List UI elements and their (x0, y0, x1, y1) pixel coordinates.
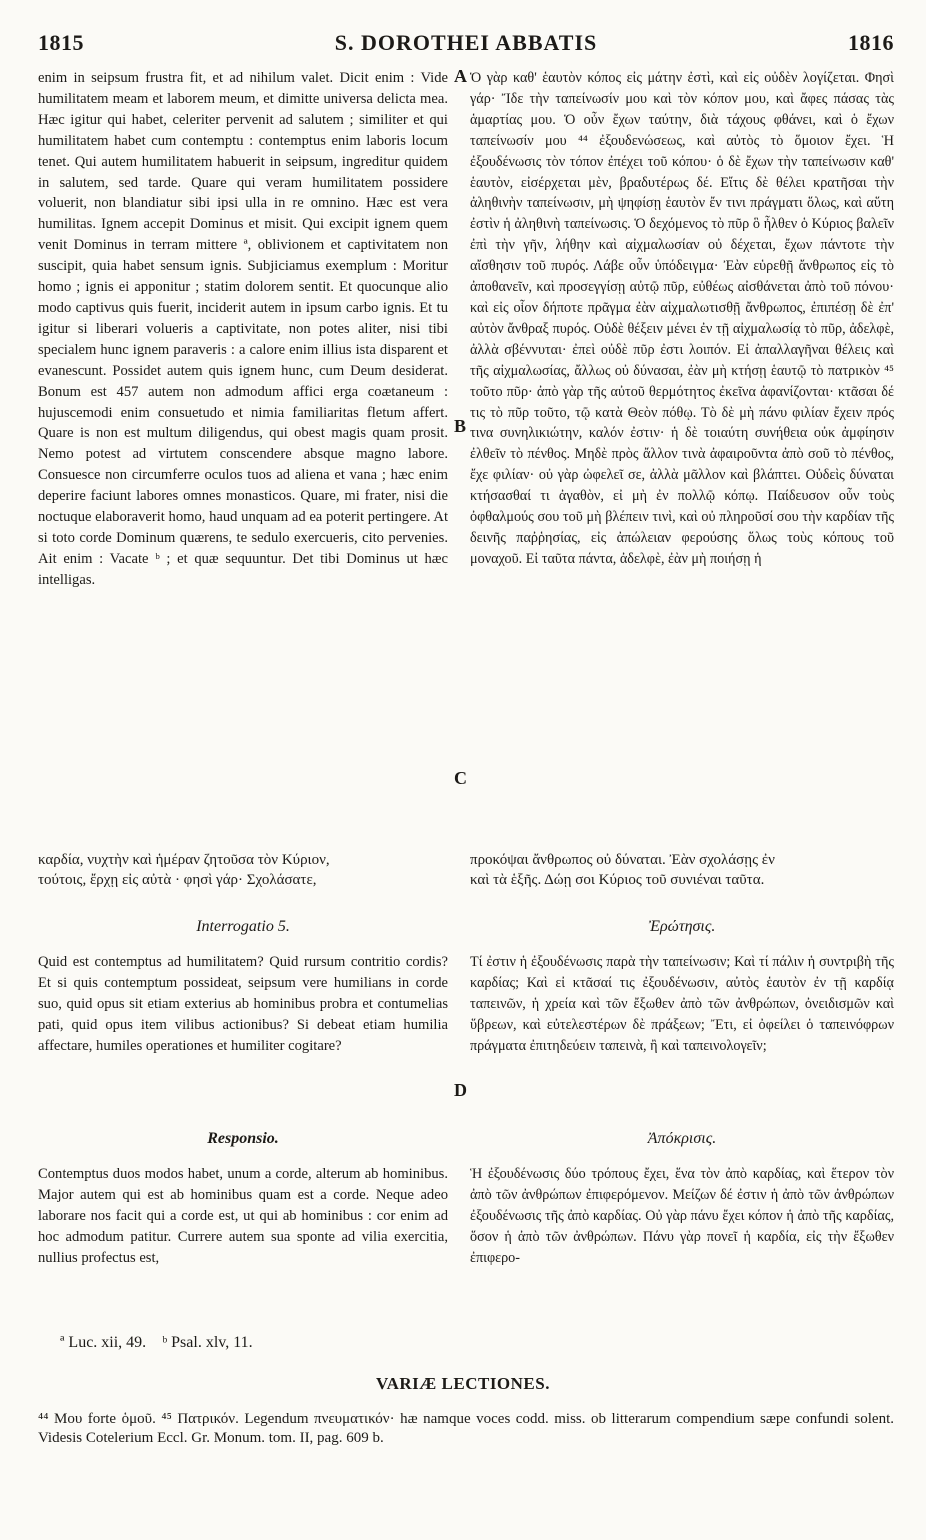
continuation-right-line-1: προκόψαι ἄνθρωπος οὐ δύναται. Ἐὰν σχολάσῃς ἐν (470, 852, 775, 868)
margin-marker-d: D (454, 1080, 467, 1100)
latin-paragraph-interrogatio: Quid est contemptus ad humilitatem? Quid rursum contritio cordis? Et si quis contemptum possideat, seipsum vere humilians in corde suo, quid opus sit etiam exterius ab hominibus probra et contumelias pati, quid opus item vilibus actionibus? Si debeat etiam humilia affectare, humiles operationes et humiliter cogitare? (38, 954, 448, 1054)
margin-marker-c: C (454, 768, 467, 788)
greek-column-top (470, 68, 894, 848)
interrogatio-heading: Interrogatio 5. (196, 918, 290, 935)
greek-paragraph-responsio: Ἡ ἐξουδένωσις δύο τρόπους ἔχει, ἕνα τὸν ἀπὸ καρδίας, καὶ ἕτερον τὸν ἀπὸ τῶν ἀνθρώπων ἐπιφερόμενον. Μείζων δέ ἐστιν ἡ ἀπὸ τῶν ἀνθρώπων ἐξουδένωσις τῆς ἀπὸ καρδίας. Οὐ γὰρ πάνυ ἔχει κόπον ἡ ἀπὸ τῆς καρδίας, ὅσον ἡ ἀπὸ τῶν ἀνθρώπων. Πάνυ γὰρ πονεῖ ἡ καρδία, εἰς τὴν ἔξωθεν ἐπιφερο- (470, 1166, 894, 1266)
continuation-left-line-1: καρδία, νυχτὴν καὶ ἡμέραν ζητοῦσα τὸν Κύριον, (38, 852, 330, 868)
continuation-left-line-2: τούτοις, ἔρχῃ εἰς αὐτὰ · φησὶ γάρ· Σχολάσατε, (38, 872, 317, 888)
margin-marker-b: B (454, 416, 467, 436)
footnotes (60, 1334, 265, 1352)
margin-marker-a: A (454, 66, 467, 86)
latin-column-responsio (38, 1164, 448, 1314)
greek-paragraph-top: Ὁ γὰρ καθ' ἑαυτὸν κόπος εἰς μάτην ἐστὶ, καὶ εἰς οὐδὲν λογίζεται. Φησὶ γάρ· Ἴδε τὴν ταπείνωσίν μου καὶ τὸν κόπον μου, καὶ ἄφες πάσας τὰς ἁμαρτίας μου. Ὁ οὖν ἔχων ταύτην, διὰ τάχους φθάνει, καὶ ὁ ἔχων ταπείνωσίν μου ⁴⁴ ἐξουδενώσεως, καὶ αὐτὸς τὸ ὅμοιον ἔχει. Ἡ ἐξουδένωσις τὸν τόπον ἐπέχει τοῦ κόπου· ὁ δὲ ἔχων τὴν ταπείνωσιν καθ' ἑαυτὸν, εἰσέρχεται μὲν, βραδυτέρως δέ. Εἴτις δὲ θέλει κρατῆσαι τὴν ἀληθινὴν ταπείνωσιν, μὴ ψηφίσῃ ἑαυτὸν ἔν τινι πράγματι ὅλως, καὶ αὕτη ἐστὶν ἡ ἀληθινὴ ταπείνωσις. Ὁ δεχόμενος τὸ πῦρ ὃ ἦλθεν ὁ Κύριος βαλεῖν ἐπὶ τὴν γῆν, λήθην καὶ αἰχμαλωσίαν οὐ δέχεται, ἔχων πάντοτε τὴν αἴσθησιν τοῦ πυρός. Λάβε οὖν ὑπόδειγμα· Ἐὰν εὑρεθῇ ἄνθρωπος εἰς τὸ ἀποθανεῖν, καὶ προσεγγίσῃ αὐτῷ πῦρ, εὐθέως αἰσθάνεται ἀπὸ τοῦ πόνου· καὶ εἰς οἷον δήποτε πρᾶγμα ἐὰν αἰχμαλωτισθῇ ἄνθρωπος, ἐπιπέσῃ δὲ ἐπ' αὐτὸν ἄνθραξ πυρός. Οὐδὲ θέξειν μένει ἐν τῇ αἰχμαλωσίᾳ τὸ πῦρ, ἀδελφὲ, ἀλλὰ σβέννυται· ἐπεὶ οὐδὲ πῦρ ἐστι λοιπόν. Εἰ ἀπαλλαγῆναι θέλεις καὶ τῆς αἰχμαλωσίας, ἄλλως οὐ δύνασαι, ἐὰν μὴ κτήσῃ ἑαυτῷ τὸ πατρικὸν ⁴⁵ τοῦτο πῦρ· ἀπὸ γὰρ τῆς αὐτοῦ θερμότητος ἐκεῖνα ἀφανίζονται· κτᾶσαι δέ τις τὸ πῦρ τοῦτο, τῷ κατὰ Θεὸν πόθῳ. Τὸ δὲ μὴ πάνυ φιλίαν ἔχειν πρός τινα συνηλικιώτην, καλόν ἐστιν· ἡ δὲ τοιαύτη συνήθεια οὐκ ἀμφίησιν ἐλθεῖν τὸ πένθος. Μηδὲ πρὸς ἄλλον τινὰ ἀφαιροῦντα ἀπὸ σοῦ τὸ πένθος, ἔχε φιλίαν· οὐ γὰρ ὠφελεῖ σε, ἀλλὰ μᾶλλον καὶ βλάπτει. Οὐδεὶς δύναται κτήσασθαί τι ἀγαθὸν, εἰ μὴ ἐν πολλῷ κόπῳ. Παίδευσον οὖν τοὺς ὀφθαλμούς σου τοῦ μὴ βλέπειν τινὶ, καὶ οὐ πληροῦσί σου τὴν καρδίαν τῆς δεινῆς παῤῥησίας, εἰς ἀπώλειαν φερούσης ὅλως τοὺς κόπους τοῦ μοναχοῦ. Εἰ ταῦτα πάντα, ἀδελφὲ, ἐὰν μὴ ποιήσῃ ἡ (470, 70, 894, 567)
responsio-heading: Responsio. (207, 1130, 279, 1147)
latin-column-interrogatio (38, 952, 448, 1122)
variae-lectiones-text: ⁴⁴ Μου forte ὁμοῦ. ⁴⁵ Πατρικόν. Legendum πνευματικόν· hæ namque voces codd. miss. ob litterarum compendium sæpe confundi solent. Videsis Cotelerium Eccl. Gr. Monum. tom. II, pag. 609 b. (38, 1411, 894, 1446)
running-title: S. DOROTHEI ABBATIS (334, 30, 598, 55)
latin-column-top (38, 68, 448, 848)
greek-column-interrogatio (470, 952, 894, 1122)
latin-paragraph-responsio: Contemptus duos modos habet, unum a corde, alterum ab hominibus. Major autem qui est ab hominibus quam est a corde. Neque adeo laborare nos facit qui a corde est, ut qui ab hominibus : cor enim ad hoc admodum patitur. Currere autem sua sponte ad vilia exercitia, nullius profectus est, (38, 1166, 448, 1266)
erotesis-heading: Ἐρώτησις. (648, 918, 716, 935)
continuation-right-line-2: καὶ τὰ ἑξῆς. Δώῃ σοι Κύριος τοῦ συνιέναι ταῦτα. (470, 872, 765, 888)
page-number-right: 1816 (848, 30, 894, 55)
greek-column-responsio (470, 1164, 894, 1314)
greek-continuation-left (38, 850, 448, 892)
greek-paragraph-interrogatio: Τί ἐστιν ἡ ἐξουδένωσις παρὰ τὴν ταπείνωσιν; Καὶ τί πάλιν ἡ συντριβὴ τῆς καρδίας; Καὶ εἰ κτᾶσαί τις ἐξουδένωσιν, αὐτὸς ἑαυτὸν ἐν τῇ καρδίᾳ ταπεινῶν, ἡ χρεία καὶ τῶν ἔξωθεν ἀπὸ τῶν ἀνθρώπων, ὀνειδισμῶν καὶ ὕβρεων, καὶ εὐτελεστέρων δὲ πράξεων; Ἔτι, εἰ ὀφείλει ὁ ταπεινόφρων πράγματα ἐπιτηδεύειν ταπεινὰ, ἢ καὶ ταπεινολογεῖν; (470, 954, 894, 1054)
variae-lectiones-title: VARIÆ LECTIONES. (376, 1374, 550, 1393)
latin-paragraph-top: enim in seipsum frustra fit, et ad nihilum valet. Dicit enim : Vide humilitatem meam et laborem meum, et dimitte universa delicta mea. Hæc igitur qui habet, celeriter pervenit ad salutem ; similiter et qui humilitatem habet cum contemptu : contemptus enim laboris locum tenet. Qui autem humilitatem habuerit in seipsum, ingreditur quidem in salutem, sed tarde. Quare qui veram humilitatem possidere voluerit, non blandiatur sibi ipsi ulla in re omnino. Hæc est vera humilitas. Ignem accepit Dominus et misit. Qui excipit ignem quem venit Dominus in terram mittere ª, oblivionem et captivitatem non suscipit, quia habet sensum ignis. Subjiciamus exemplum : Moritur homo ; ignis ei apponitur ; statim dolorem sentit. Et quocunque alio modo captivus quis fuerit, inciderit autem in ipsum carbo ignis. Et tu igitur si liberari volueris a captivitate, non potes aliter, nisi tibi specialem hunc ignem paraveris : a calore enim illius ista disparent et evanescunt. Possidet autem quis ignem hunc, cum Deum desiderat. Bonum est 457 autem non admodum affici erga coætaneum : hujuscemodi enim consuetudo et nimia familiaritas fletum affert. Quare is non est multum diligendus, qui obest magis quam prosit. Nemo potest ad virtutem conscendere absque magno labore. Consuesce non circumferre oculos tuos ad aliena et vana ; hæc enim deperire faciunt labores omnes monasticos. Quare, mi frater, nisi die noctuque elaboraverit homo, haud unquam ad ea poterit pertingere. At si toto corde Dominum quærens, te sedulo exercueris, cito pervenies. Ait enim : Vacate ᵇ ; et quæ sequuntur. Det tibi Dominus ut hæc intelligas. (38, 70, 448, 588)
footnote-b: ᵇ Psal. xlv, 11. (162, 1334, 253, 1351)
greek-continuation-right (470, 850, 894, 892)
page-number-left: 1815 (38, 30, 84, 55)
footnote-a: ª Luc. xii, 49. (60, 1334, 147, 1351)
apokrisis-heading: Ἀπόκρισις. (647, 1130, 717, 1147)
running-header (38, 30, 894, 66)
